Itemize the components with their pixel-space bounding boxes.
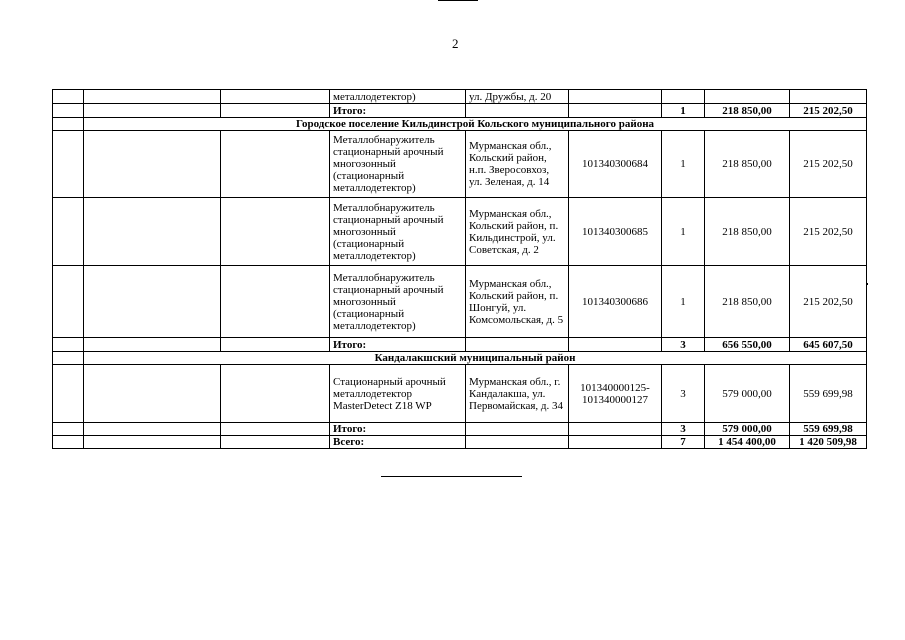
item-name: металлодетектор) <box>330 90 466 104</box>
grand-total-qty: 7 <box>662 436 705 449</box>
item-residual: 559 699,98 <box>790 365 867 423</box>
section-header-row <box>53 352 867 365</box>
item-inventory-number: 101340000125-101340000127 <box>569 365 662 423</box>
item-name: Металлобнаружитель стационарный арочный многозонный (стационарный металлодетектор) <box>330 266 466 338</box>
top-scan-mark <box>438 0 478 1</box>
subtotal-cost: 656 550,00 <box>705 338 790 352</box>
item-qty: 1 <box>662 266 705 338</box>
subtotal-row <box>53 104 867 118</box>
item-qty: 1 <box>662 198 705 266</box>
item-residual: 215 202,50 <box>790 198 867 266</box>
subtotal-cost: 579 000,00 <box>705 423 790 436</box>
table-row <box>53 90 867 104</box>
item-name: Металлобнаружитель стационарный арочный многозонный (стационарный металлодетектор) <box>330 198 466 266</box>
item-address: Мурманская обл., Кольский район, п. Кильдинстрой, ул. Советская, д. 2 <box>466 198 569 266</box>
subtotal-label: Итого: <box>330 423 466 436</box>
subtotal-row <box>53 423 867 436</box>
item-address: ул. Дружбы, д. 20 <box>466 90 569 104</box>
subtotal-qty: 1 <box>662 104 705 118</box>
inventory-table <box>52 89 867 449</box>
grand-total-cost: 1 454 400,00 <box>705 436 790 449</box>
item-name: Металлобнаружитель стационарный арочный многозонный (стационарный металлодетектор) <box>330 131 466 198</box>
grand-total-row <box>53 436 867 449</box>
table-row <box>53 266 867 338</box>
table-row <box>53 131 867 198</box>
subtotal-qty: 3 <box>662 423 705 436</box>
item-address: Мурманская обл., Кольский район, п. Шонгуй, ул. Комсомольская, д. 5 <box>466 266 569 338</box>
subtotal-residual: 559 699,98 <box>790 423 867 436</box>
item-cost: 218 850,00 <box>705 131 790 198</box>
item-address: Мурманская обл., г. Кандалакша, ул. Первомайская, д. 34 <box>466 365 569 423</box>
subtotal-cost: 218 850,00 <box>705 104 790 118</box>
item-inventory-number: 101340300686 <box>569 266 662 338</box>
item-residual: 215 202,50 <box>790 131 867 198</box>
grand-total-label: Всего: <box>330 436 466 449</box>
page-number: 2 <box>452 36 459 51</box>
end-rule <box>381 476 522 477</box>
grand-total-residual: 1 420 509,98 <box>790 436 867 449</box>
section-title: Кандалакшский муниципальный район <box>84 352 867 365</box>
subtotal-qty: 3 <box>662 338 705 352</box>
scan-speck <box>866 283 868 285</box>
item-cost: 218 850,00 <box>705 198 790 266</box>
subtotal-label: Итого: <box>330 104 466 118</box>
item-qty: 3 <box>662 365 705 423</box>
item-residual: 215 202,50 <box>790 266 867 338</box>
subtotal-label: Итого: <box>330 338 466 352</box>
item-qty: 1 <box>662 131 705 198</box>
subtotal-residual: 215 202,50 <box>790 104 867 118</box>
item-address: Мурманская обл., Кольский район, н.п. Зверосовхоз, ул. Зеленая, д. 14 <box>466 131 569 198</box>
item-inventory-number: 101340300685 <box>569 198 662 266</box>
subtotal-row <box>53 338 867 352</box>
subtotal-residual: 645 607,50 <box>790 338 867 352</box>
item-name: Стационарный арочный металлодетектор MasterDetect Z18 WP <box>330 365 466 423</box>
section-header-row <box>53 118 867 131</box>
table-row <box>53 365 867 423</box>
item-cost: 579 000,00 <box>705 365 790 423</box>
item-inventory-number: 101340300684 <box>569 131 662 198</box>
table-row <box>53 198 867 266</box>
section-title: Городское поселение Кильдинстрой Кольского муниципального района <box>84 118 867 131</box>
item-cost: 218 850,00 <box>705 266 790 338</box>
